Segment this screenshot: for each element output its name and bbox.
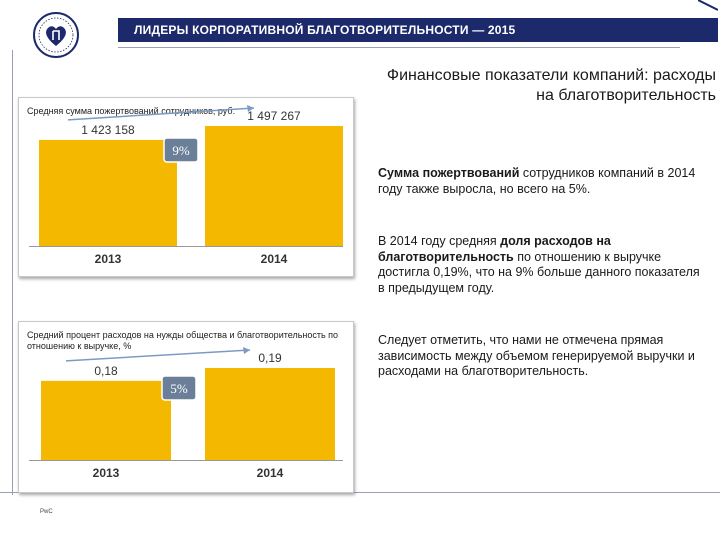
- growth-badge-label: 9%: [172, 143, 190, 158]
- paragraph-bold: доля расходов на благотворительность: [378, 234, 611, 264]
- chart-expense-share: [19, 322, 353, 492]
- chart-title: Средний процент расходов на нужды общества и благотворительность по отношению к выручке, %: [27, 330, 339, 351]
- data-label: 1 423 158: [81, 122, 135, 137]
- header-title: ЛИДЕРЫ КОРПОРАТИВНОЙ БЛАГОТВОРИТЕЛЬНОСТИ — 2015: [134, 23, 516, 37]
- paragraph-text: Следует отметить, что нами не отмечена прямая зависимость между объемом генерируемой выручки и расходами на благотворительность.: [378, 333, 695, 378]
- growth-arrowhead: [243, 347, 250, 354]
- corner-decoration: [698, 0, 718, 12]
- paragraph-note: [378, 333, 708, 380]
- source-label: PwC: [40, 509, 53, 515]
- category-label: 2013: [92, 466, 120, 480]
- header-title-bar: [118, 18, 718, 42]
- paragraph-text: В 2014 году средняя: [378, 234, 501, 248]
- bar: [205, 368, 335, 460]
- chart-panel-expense-share: [18, 321, 354, 493]
- chart-panel-donations: [18, 97, 354, 277]
- header-divider: [118, 47, 680, 48]
- paragraph-text: по отношению к выручке достигла 0,19%, что на 9% больше данного показателя в предыдущем году.: [378, 249, 700, 295]
- growth-badge-label: 5%: [170, 381, 188, 396]
- growth-line: [68, 108, 254, 120]
- growth-line: [66, 350, 250, 361]
- category-label: 2014: [256, 466, 284, 480]
- paragraph-expense-share: [378, 234, 708, 296]
- logo-icon: [32, 10, 80, 60]
- bar: [39, 140, 177, 246]
- paragraph-donations: [378, 166, 708, 197]
- chart-title: Средняя сумма пожертвований сотрудников, руб.: [27, 106, 236, 116]
- paragraph-bold: Сумма пожертвований: [378, 166, 520, 180]
- data-label: 0,19: [258, 351, 282, 365]
- bar: [205, 126, 343, 246]
- data-label: 0,18: [94, 363, 118, 378]
- slide-title: Финансовые показатели компаний: расходы на благотворительность: [386, 67, 716, 104]
- bar: [41, 381, 171, 460]
- category-label: 2013: [94, 252, 122, 266]
- paragraph-text: сотрудников компаний в 2014 году также выросла, но всего на 5%.: [378, 166, 696, 196]
- chart-donations: [19, 98, 353, 276]
- data-label: 1 497 267: [247, 109, 301, 123]
- category-label: 2014: [260, 252, 288, 266]
- left-rule: [12, 50, 13, 495]
